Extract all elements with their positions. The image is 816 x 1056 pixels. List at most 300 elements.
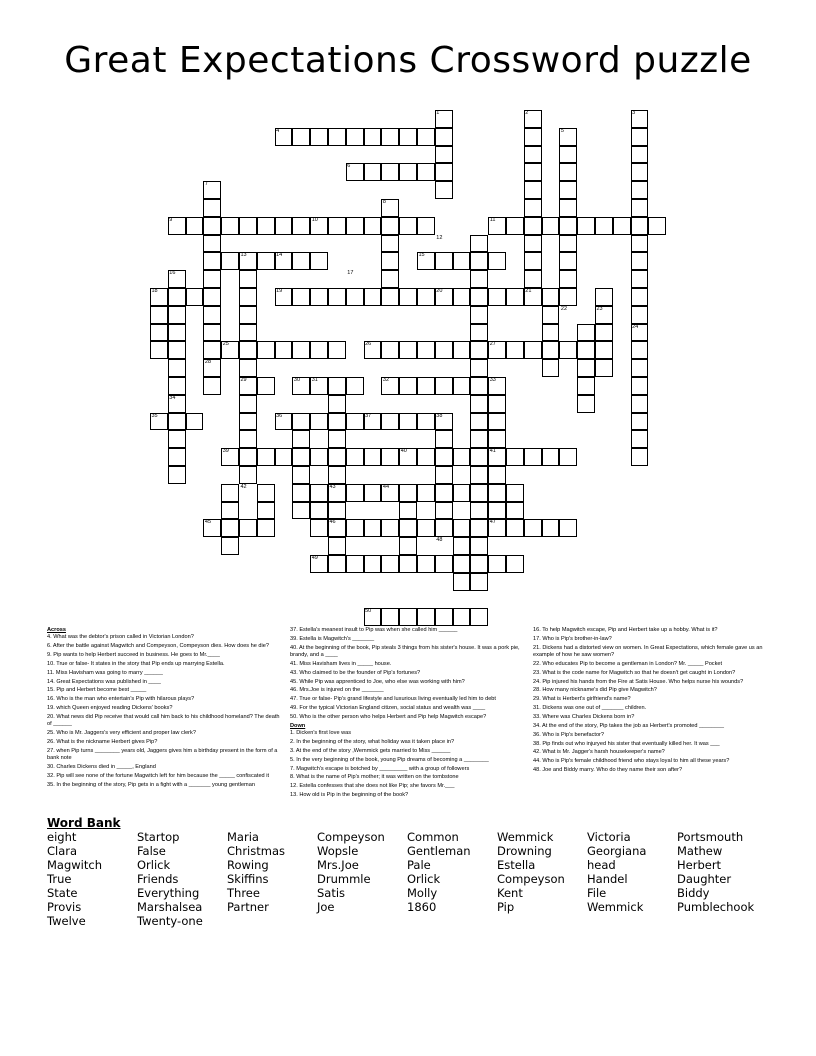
grid-cell[interactable] xyxy=(435,484,453,502)
grid-cell[interactable] xyxy=(203,288,221,306)
grid-cell[interactable] xyxy=(381,288,399,306)
grid-cell[interactable] xyxy=(435,146,453,164)
grid-cell[interactable] xyxy=(292,128,310,146)
grid-cell[interactable] xyxy=(310,341,328,359)
grid-cell[interactable] xyxy=(346,484,364,502)
grid-cell[interactable] xyxy=(417,448,435,466)
grid-cell[interactable] xyxy=(417,413,435,431)
grid-cell[interactable] xyxy=(381,128,399,146)
grid-cell[interactable] xyxy=(542,217,560,235)
grid-cell[interactable] xyxy=(631,217,649,235)
grid-cell[interactable] xyxy=(239,359,257,377)
grid-cell[interactable] xyxy=(186,288,204,306)
grid-cell[interactable] xyxy=(346,555,364,573)
grid-cell[interactable] xyxy=(346,377,364,395)
grid-cell[interactable] xyxy=(470,519,488,537)
clue-number: 23 xyxy=(596,305,603,312)
grid-cell[interactable] xyxy=(292,413,310,431)
grid-cell[interactable] xyxy=(435,128,453,146)
grid-cell[interactable] xyxy=(559,448,577,466)
grid-cell[interactable] xyxy=(364,519,382,537)
grid-cell[interactable] xyxy=(292,288,310,306)
grid-cell[interactable] xyxy=(524,181,542,199)
grid-cell[interactable] xyxy=(631,181,649,199)
word-bank-title: Word Bank xyxy=(47,816,121,830)
grid-cell[interactable] xyxy=(328,537,346,555)
grid-cell[interactable] xyxy=(631,377,649,395)
grid-cell[interactable] xyxy=(559,252,577,270)
grid-cell[interactable] xyxy=(435,430,453,448)
grid-cell[interactable] xyxy=(364,128,382,146)
grid-cell[interactable] xyxy=(435,341,453,359)
grid-cell[interactable] xyxy=(542,359,560,377)
grid-cell[interactable] xyxy=(542,519,560,537)
grid-cell[interactable] xyxy=(168,359,186,377)
grid-cell[interactable] xyxy=(453,341,471,359)
grid-cell[interactable] xyxy=(613,217,631,235)
grid-cell[interactable] xyxy=(595,359,613,377)
grid-cell[interactable] xyxy=(453,555,471,573)
grid-cell[interactable] xyxy=(328,217,346,235)
grid-cell[interactable] xyxy=(417,555,435,573)
grid-cell[interactable] xyxy=(506,555,524,573)
grid-cell[interactable] xyxy=(292,502,310,520)
grid-cell[interactable] xyxy=(150,306,168,324)
grid-cell[interactable] xyxy=(399,163,417,181)
grid-cell[interactable] xyxy=(328,502,346,520)
grid-cell[interactable] xyxy=(577,377,595,395)
word-bank-word: Orlick xyxy=(407,872,441,886)
grid-cell[interactable] xyxy=(292,430,310,448)
grid-cell[interactable] xyxy=(470,537,488,555)
grid-cell[interactable] xyxy=(595,341,613,359)
grid-cell[interactable] xyxy=(310,448,328,466)
grid-cell[interactable] xyxy=(221,519,239,537)
grid-cell[interactable] xyxy=(524,252,542,270)
grid-cell[interactable] xyxy=(399,288,417,306)
grid-cell[interactable] xyxy=(346,448,364,466)
grid-cell[interactable] xyxy=(453,537,471,555)
grid-cell[interactable] xyxy=(168,466,186,484)
grid-cell[interactable] xyxy=(488,466,506,484)
grid-cell[interactable] xyxy=(399,377,417,395)
clue-item: 49. For the typical Victorian England citizen, social status and wealth was ____ xyxy=(290,705,486,712)
clue-item: 41. Miss Havisham lives in _____ house. xyxy=(290,660,392,667)
grid-cell[interactable] xyxy=(559,519,577,537)
grid-cell[interactable] xyxy=(239,430,257,448)
grid-cell[interactable] xyxy=(595,324,613,342)
grid-cell[interactable] xyxy=(381,163,399,181)
grid-cell[interactable] xyxy=(506,217,524,235)
grid-cell[interactable] xyxy=(470,413,488,431)
grid-cell[interactable] xyxy=(399,413,417,431)
grid-cell[interactable] xyxy=(453,252,471,270)
grid-cell[interactable] xyxy=(364,163,382,181)
grid-cell[interactable] xyxy=(435,555,453,573)
grid-cell[interactable] xyxy=(488,430,506,448)
grid-cell[interactable] xyxy=(381,270,399,288)
grid-cell[interactable] xyxy=(542,324,560,342)
grid-cell[interactable] xyxy=(470,324,488,342)
grid-cell[interactable] xyxy=(292,252,310,270)
grid-cell[interactable] xyxy=(559,163,577,181)
grid-cell[interactable] xyxy=(470,359,488,377)
grid-cell[interactable] xyxy=(168,341,186,359)
grid-cell[interactable] xyxy=(203,270,221,288)
grid-cell[interactable] xyxy=(310,252,328,270)
grid-cell[interactable] xyxy=(399,519,417,537)
word-bank-word: Everything xyxy=(137,886,200,900)
grid-cell[interactable] xyxy=(381,519,399,537)
grid-cell[interactable] xyxy=(453,288,471,306)
grid-cell[interactable] xyxy=(506,341,524,359)
grid-cell[interactable] xyxy=(631,270,649,288)
grid-cell[interactable] xyxy=(257,341,275,359)
grid-cell[interactable] xyxy=(239,519,257,537)
grid-cell[interactable] xyxy=(203,217,221,235)
grid-cell[interactable] xyxy=(470,377,488,395)
grid-cell[interactable] xyxy=(470,484,488,502)
grid-cell[interactable] xyxy=(524,128,542,146)
grid-cell[interactable] xyxy=(435,519,453,537)
grid-cell[interactable] xyxy=(399,608,417,626)
word-bank-word: Estella xyxy=(497,858,536,872)
grid-cell[interactable] xyxy=(470,252,488,270)
grid-cell[interactable] xyxy=(381,448,399,466)
grid-cell[interactable] xyxy=(595,217,613,235)
grid-cell[interactable] xyxy=(203,341,221,359)
grid-cell[interactable] xyxy=(399,341,417,359)
grid-cell[interactable] xyxy=(399,217,417,235)
grid-cell[interactable] xyxy=(381,608,399,626)
word-bank-word: Magwitch xyxy=(47,858,102,872)
grid-cell[interactable] xyxy=(239,413,257,431)
grid-cell[interactable] xyxy=(364,484,382,502)
grid-cell[interactable] xyxy=(346,217,364,235)
grid-cell[interactable] xyxy=(470,341,488,359)
grid-cell[interactable] xyxy=(559,181,577,199)
clue-item: 47. True or false- Pip's grand lifestyle and luxurious living eventually led him to debt xyxy=(290,696,496,703)
grid-cell[interactable] xyxy=(239,324,257,342)
grid-cell[interactable] xyxy=(417,128,435,146)
clue-number: 31 xyxy=(311,377,318,383)
grid-cell[interactable] xyxy=(239,288,257,306)
grid-cell[interactable] xyxy=(417,288,435,306)
grid-cell[interactable] xyxy=(631,341,649,359)
grid-cell[interactable] xyxy=(631,146,649,164)
grid-cell[interactable] xyxy=(257,252,275,270)
grid-cell[interactable] xyxy=(221,537,239,555)
grid-cell[interactable] xyxy=(328,466,346,484)
grid-cell[interactable] xyxy=(346,128,364,146)
grid-cell[interactable] xyxy=(524,163,542,181)
grid-cell[interactable] xyxy=(577,341,595,359)
clue-section-header: Across xyxy=(47,627,66,633)
grid-cell[interactable] xyxy=(595,288,613,306)
grid-cell[interactable] xyxy=(631,235,649,253)
grid-cell[interactable] xyxy=(310,288,328,306)
grid-cell[interactable] xyxy=(417,484,435,502)
grid-cell[interactable] xyxy=(559,235,577,253)
grid-cell[interactable] xyxy=(221,484,239,502)
grid-cell[interactable] xyxy=(631,359,649,377)
grid-cell[interactable] xyxy=(506,448,524,466)
grid-cell[interactable] xyxy=(524,448,542,466)
grid-cell[interactable] xyxy=(470,235,488,253)
grid-cell[interactable] xyxy=(506,288,524,306)
grid-cell[interactable] xyxy=(364,555,382,573)
clue-number: 10 xyxy=(311,216,318,223)
grid-cell[interactable] xyxy=(292,448,310,466)
grid-cell[interactable] xyxy=(470,502,488,520)
clue-item: 2. In the beginning of the story, what holiday was it taken place in? xyxy=(290,738,455,745)
grid-cell[interactable] xyxy=(168,288,186,306)
grid-cell[interactable] xyxy=(470,288,488,306)
word-bank-word: Skiffins xyxy=(227,872,269,886)
grid-cell[interactable] xyxy=(542,448,560,466)
grid-cell[interactable] xyxy=(470,608,488,626)
grid-cell[interactable] xyxy=(524,519,542,537)
clue-number: 1 xyxy=(436,110,440,116)
grid-cell[interactable] xyxy=(328,377,346,395)
grid-cell[interactable] xyxy=(648,217,666,235)
grid-cell[interactable] xyxy=(292,466,310,484)
grid-cell[interactable] xyxy=(524,235,542,253)
grid-cell[interactable] xyxy=(239,395,257,413)
grid-cell[interactable] xyxy=(346,288,364,306)
grid-cell[interactable] xyxy=(275,448,293,466)
grid-cell[interactable] xyxy=(470,430,488,448)
grid-cell[interactable] xyxy=(470,466,488,484)
grid-cell[interactable] xyxy=(435,252,453,270)
grid-cell[interactable] xyxy=(346,519,364,537)
grid-cell[interactable] xyxy=(239,466,257,484)
grid-cell[interactable] xyxy=(470,395,488,413)
grid-cell[interactable] xyxy=(631,199,649,217)
grid-cell[interactable] xyxy=(453,484,471,502)
grid-cell[interactable] xyxy=(417,217,435,235)
grid-cell[interactable] xyxy=(488,502,506,520)
grid-cell[interactable] xyxy=(577,359,595,377)
grid-cell[interactable] xyxy=(203,377,221,395)
grid-cell[interactable] xyxy=(203,324,221,342)
grid-cell[interactable] xyxy=(239,270,257,288)
grid-cell[interactable] xyxy=(559,199,577,217)
grid-cell[interactable] xyxy=(364,288,382,306)
grid-cell[interactable] xyxy=(453,448,471,466)
grid-cell[interactable] xyxy=(381,341,399,359)
clue-number: 11 xyxy=(489,216,496,223)
grid-cell[interactable] xyxy=(470,306,488,324)
grid-cell[interactable] xyxy=(239,448,257,466)
grid-cell[interactable] xyxy=(559,288,577,306)
grid-cell[interactable] xyxy=(488,484,506,502)
grid-cell[interactable] xyxy=(364,217,382,235)
grid-cell[interactable] xyxy=(399,537,417,555)
grid-cell[interactable] xyxy=(435,608,453,626)
grid-cell[interactable] xyxy=(559,146,577,164)
grid-cell[interactable] xyxy=(239,341,257,359)
grid-cell[interactable] xyxy=(417,608,435,626)
grid-cell[interactable] xyxy=(631,288,649,306)
grid-cell[interactable] xyxy=(257,502,275,520)
clue-item: 7. Magwitch's escape is botched by _________ with a group of followers xyxy=(290,765,470,772)
grid-cell[interactable] xyxy=(292,484,310,502)
grid-cell[interactable] xyxy=(435,466,453,484)
grid-cell[interactable] xyxy=(186,413,204,431)
clue-item: 4. What was the debtor's prison called in Victorian London? xyxy=(47,634,194,641)
grid-cell[interactable] xyxy=(257,484,275,502)
grid-cell[interactable] xyxy=(470,448,488,466)
grid-cell[interactable] xyxy=(435,502,453,520)
clue-number: 18 xyxy=(151,288,158,294)
grid-cell[interactable] xyxy=(453,608,471,626)
grid-cell[interactable] xyxy=(150,341,168,359)
grid-cell[interactable] xyxy=(631,163,649,181)
word-bank-word: Victoria xyxy=(587,830,631,844)
grid-cell[interactable] xyxy=(559,341,577,359)
grid-cell[interactable] xyxy=(239,217,257,235)
grid-cell[interactable] xyxy=(488,252,506,270)
word-bank-word: Twelve xyxy=(47,914,86,928)
grid-cell[interactable] xyxy=(257,217,275,235)
grid-cell[interactable] xyxy=(417,519,435,537)
grid-cell[interactable] xyxy=(381,252,399,270)
grid-cell[interactable] xyxy=(453,377,471,395)
grid-cell[interactable] xyxy=(381,555,399,573)
grid-cell[interactable] xyxy=(559,270,577,288)
grid-cell[interactable] xyxy=(310,128,328,146)
grid-cell[interactable] xyxy=(310,502,328,520)
grid-cell[interactable] xyxy=(453,573,471,591)
grid-cell[interactable] xyxy=(203,252,221,270)
grid-cell[interactable] xyxy=(328,448,346,466)
grid-cell[interactable] xyxy=(310,413,328,431)
grid-cell[interactable] xyxy=(168,377,186,395)
grid-cell[interactable] xyxy=(524,146,542,164)
grid-cell[interactable] xyxy=(417,163,435,181)
grid-cell[interactable] xyxy=(542,341,560,359)
clue-item: 43. Who claimed to be the founder of Pip's fortunes? xyxy=(290,669,421,676)
grid-cell[interactable] xyxy=(435,448,453,466)
grid-cell[interactable] xyxy=(203,199,221,217)
grid-cell[interactable] xyxy=(275,217,293,235)
grid-cell[interactable] xyxy=(488,413,506,431)
grid-cell[interactable] xyxy=(381,217,399,235)
grid-cell[interactable] xyxy=(399,502,417,520)
grid-cell[interactable] xyxy=(435,163,453,181)
grid-cell[interactable] xyxy=(399,555,417,573)
grid-cell[interactable] xyxy=(310,519,328,537)
grid-cell[interactable] xyxy=(364,448,382,466)
grid-cell[interactable] xyxy=(631,430,649,448)
grid-cell[interactable] xyxy=(453,519,471,537)
grid-cell[interactable] xyxy=(168,413,186,431)
clue-item: 30. Charles Dickens died in _____, England xyxy=(47,763,156,770)
grid-cell[interactable] xyxy=(168,430,186,448)
grid-cell[interactable] xyxy=(328,555,346,573)
grid-cell[interactable] xyxy=(631,306,649,324)
grid-cell[interactable] xyxy=(381,413,399,431)
grid-cell[interactable] xyxy=(631,252,649,270)
clue-number: 22 xyxy=(560,305,568,312)
grid-cell[interactable] xyxy=(275,341,293,359)
grid-cell[interactable] xyxy=(203,235,221,253)
grid-cell[interactable] xyxy=(435,181,453,199)
grid-cell[interactable] xyxy=(310,484,328,502)
grid-cell[interactable] xyxy=(168,306,186,324)
grid-cell[interactable] xyxy=(470,555,488,573)
grid-cell[interactable] xyxy=(577,395,595,413)
grid-cell[interactable] xyxy=(381,235,399,253)
grid-cell[interactable] xyxy=(292,217,310,235)
grid-cell[interactable] xyxy=(542,306,560,324)
grid-cell[interactable] xyxy=(506,502,524,520)
grid-cell[interactable] xyxy=(328,430,346,448)
grid-cell[interactable] xyxy=(470,270,488,288)
grid-cell[interactable] xyxy=(221,217,239,235)
grid-cell[interactable] xyxy=(435,377,453,395)
grid-cell[interactable] xyxy=(399,128,417,146)
grid-cell[interactable] xyxy=(150,324,168,342)
grid-cell[interactable] xyxy=(506,484,524,502)
grid-cell[interactable] xyxy=(470,573,488,591)
grid-cell[interactable] xyxy=(328,128,346,146)
grid-cell[interactable] xyxy=(257,448,275,466)
grid-cell[interactable] xyxy=(488,555,506,573)
grid-cell[interactable] xyxy=(328,288,346,306)
grid-cell[interactable] xyxy=(221,502,239,520)
clue-item: 16. To help Magwitch escape, Pip and Herbert take up a hobby. What is it? xyxy=(533,627,718,633)
grid-cell[interactable] xyxy=(488,395,506,413)
grid-cell[interactable] xyxy=(221,252,239,270)
grid-cell[interactable] xyxy=(168,448,186,466)
grid-cell[interactable] xyxy=(559,217,577,235)
clue-number: 41 xyxy=(489,448,496,455)
grid-cell[interactable] xyxy=(257,519,275,537)
grid-cell[interactable] xyxy=(399,484,417,502)
grid-cell[interactable] xyxy=(417,341,435,359)
clue-number: 4 xyxy=(276,127,280,134)
grid-cell[interactable] xyxy=(542,288,560,306)
grid-cell[interactable] xyxy=(524,341,542,359)
grid-cell[interactable] xyxy=(488,288,506,306)
grid-cell[interactable] xyxy=(203,306,221,324)
grid-cell[interactable] xyxy=(328,341,346,359)
grid-cell[interactable] xyxy=(328,413,346,431)
grid-cell[interactable] xyxy=(328,395,346,413)
grid-cell[interactable] xyxy=(506,519,524,537)
grid-cell[interactable] xyxy=(577,324,595,342)
grid-cell[interactable] xyxy=(631,448,649,466)
grid-cell[interactable] xyxy=(524,199,542,217)
grid-cell[interactable] xyxy=(524,270,542,288)
grid-cell[interactable] xyxy=(631,395,649,413)
grid-cell[interactable] xyxy=(631,128,649,146)
grid-cell[interactable] xyxy=(346,413,364,431)
grid-cell[interactable] xyxy=(186,217,204,235)
grid-cell[interactable] xyxy=(239,306,257,324)
grid-cell[interactable] xyxy=(577,217,595,235)
grid-cell[interactable] xyxy=(257,377,275,395)
grid-cell[interactable] xyxy=(631,413,649,431)
grid-cell[interactable] xyxy=(524,217,542,235)
grid-cell[interactable] xyxy=(168,324,186,342)
clue-number: 29 xyxy=(240,377,247,383)
clue-number: 24 xyxy=(632,323,639,330)
grid-cell[interactable] xyxy=(292,341,310,359)
grid-cell[interactable] xyxy=(417,377,435,395)
